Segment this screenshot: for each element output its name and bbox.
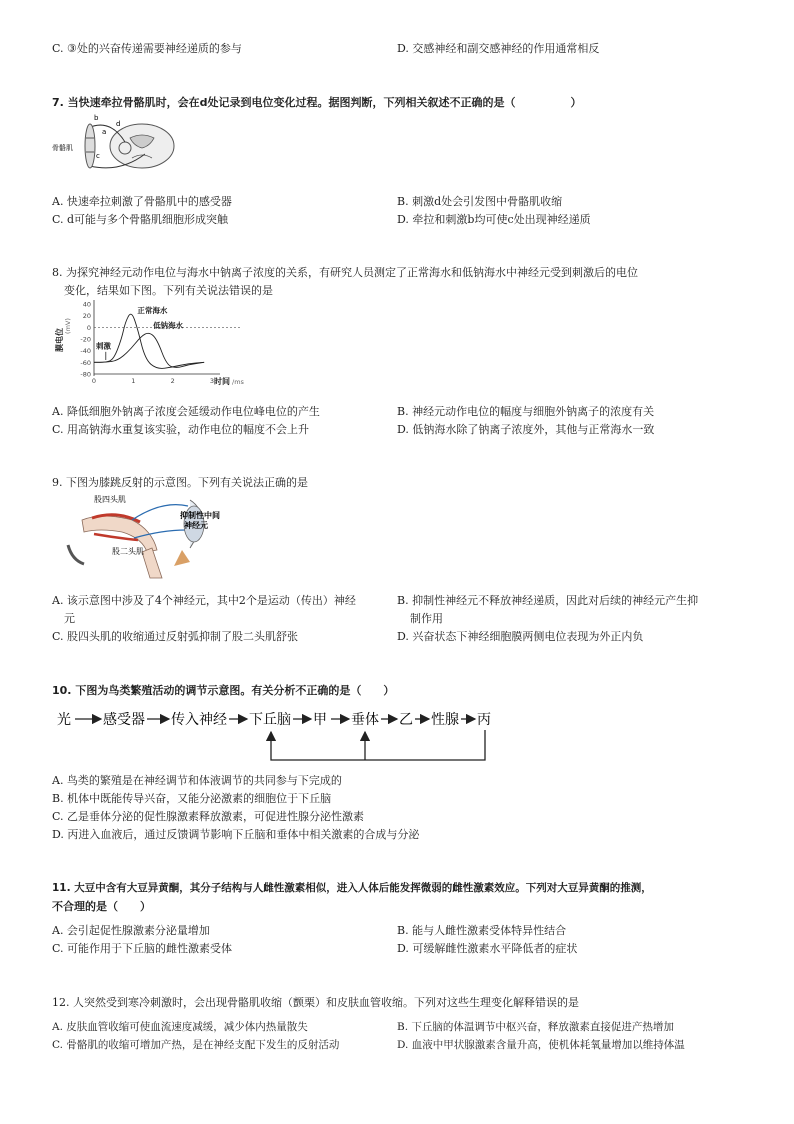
q9-option-d: D. 兴奋状态下神经细胞膜两侧电位表现为外正内负 (397, 630, 644, 643)
q9-option-c: C. 股四头肌的收缩通过反射弧抑制了股二头肌舒张 (52, 630, 299, 643)
y-tick-label: -20 (80, 335, 91, 344)
q8-option-b: B. 神经元动作电位的幅度与细胞外钠离子的浓度有关 (397, 405, 655, 418)
q7-option-a: A. 快速牵拉刺激了骨骼肌中的感受器 (52, 195, 232, 208)
q12-option-a: A. 皮肤血管收缩可使血流速度减缓，减少体内热量散失 (52, 1021, 308, 1033)
series-label: 低钠海水 (153, 321, 184, 330)
svg-text:丙: 丙 (477, 712, 491, 728)
inter-label-1: 抑制性中间 (180, 511, 220, 520)
svg-text:性腺: 性腺 (431, 712, 459, 728)
y-tick-label: -80 (80, 370, 91, 379)
x-tick-label: 3 (209, 377, 215, 385)
question-8-stem-line2: 变化，结果如下图。下列有关说法错误的是 (64, 284, 273, 297)
q11-option-a: A. 会引起促性腺激素分泌量增加 (52, 924, 210, 937)
q11-option-d: D. 可缓解雌性激素水平降低者的症状 (397, 942, 578, 955)
y-tick-label: -60 (80, 358, 91, 367)
y-axis-unit: (mV) (64, 318, 72, 334)
q8-option-d: D. 低钠海水除了钠离子浓度外，其他与正常海水一致 (397, 423, 655, 436)
question-11-stem-line1: 11. 大豆中含有大豆异黄酮，其分子结构与人雌性激素相似，进入人体后能发挥微弱的雌性激素效应。下列对大豆异黄酮的推测， (52, 882, 652, 894)
q9-option-a-line1: A. 该示意图中涉及了4个神经元，其中2个是运动（传出）神经 (52, 594, 356, 607)
quad-label: 股四头肌 (94, 495, 126, 504)
y-tick-label: -40 (80, 347, 91, 356)
question-7-stem: 7. 当快速牵拉骨骼肌时，会在d处记录到电位变化过程。据图判断，下列相关叙述不正确的是（ ） (52, 96, 582, 109)
stimulus-label: 刺激 (96, 341, 111, 351)
q12-option-d: D. 血液中甲状腺激素含量升高，使机体耗氧量增加以维持体温 (397, 1039, 685, 1051)
q8-option-a: A. 降低细胞外钠离子浓度会延缓动作电位峰电位的产生 (52, 405, 320, 418)
q10-option-c: C. 乙是垂体分泌的促性腺激素释放激素，可促进性腺分泌性激素 (52, 810, 365, 823)
biceps-label: 股二头肌 (112, 547, 144, 556)
x-tick-label: 1 (131, 377, 136, 385)
x-tick-label: 2 (170, 377, 175, 385)
svg-text:乙: 乙 (399, 712, 413, 728)
q10-option-d: D. 丙进入血液后，通过反馈调节影响下丘脑和垂体中相关激素的合成与分泌 (52, 828, 420, 841)
svg-text:传入神经: 传入神经 (171, 712, 227, 728)
y-axis-label: 膜电位 (55, 328, 64, 352)
q7-option-d: D. 牵拉和刺激b均可使c处出现神经递质 (397, 213, 591, 226)
q9-option-b-line2: 制作用 (410, 612, 443, 625)
series-label: 正常海水 (137, 306, 168, 315)
muscle-label: 骨骼肌 (52, 144, 73, 152)
spinal-cord-diagram (50, 108, 180, 183)
prev-option-c: C. ③处的兴奋传递需要神经递质的参与 (52, 42, 242, 55)
membrane-potential-chart (52, 296, 252, 388)
svg-text:垂体: 垂体 (351, 712, 379, 728)
q10-option-a: A. 鸟类的繁殖是在神经调节和体液调节的共同参与下完成的 (52, 774, 342, 787)
question-12-stem: 12. 人突然受到寒冷刺激时，会出现骨骼肌收缩（颤栗）和皮肤血管收缩。下列对这些生理变化解释错误的是 (52, 996, 579, 1009)
q9-option-a-line2: 元 (64, 612, 75, 625)
svg-text:b: b (94, 114, 99, 122)
x-tick-label: 0 (91, 377, 97, 385)
q9-option-b-line1: B. 抑制性神经元不释放神经递质，因此对后续的神经元产生抑 (397, 594, 699, 607)
svg-text:感受器: 感受器 (103, 712, 145, 728)
q11-option-c: C. 可能作用于下丘脑的雌性激素受体 (52, 942, 233, 955)
svg-text:c: c (96, 152, 100, 160)
knee-jerk-diagram (62, 490, 222, 580)
y-tick-label: 0 (86, 323, 91, 332)
q8-option-c: C. 用高钠海水重复该实验，动作电位的幅度不会上升 (52, 423, 310, 436)
svg-text:下丘脑: 下丘脑 (249, 712, 291, 728)
reproduction-flow-diagram (55, 704, 495, 766)
question-11-stem-line2: 不合理的是（ ） (52, 900, 151, 913)
svg-text:a: a (102, 128, 107, 136)
question-10-stem: 10. 下图为鸟类繁殖活动的调节示意图。有关分析不正确的是（ ） (52, 684, 395, 697)
prev-option-d: D. 交感神经和副交感神经的作用通常相反 (397, 42, 600, 55)
q7-option-b: B. 刺激d处会引发图中骨骼肌收缩 (397, 195, 563, 208)
question-8-stem-line1: 8. 为探究神经元动作电位与海水中钠离子浓度的关系，有研究人员测定了正常海水和低钠海水中神经元受到刺激后的电位 (52, 266, 638, 279)
q7-option-c: C. d可能与多个骨骼肌细胞形成突触 (52, 213, 229, 226)
inter-label-2: 神经元 (184, 521, 208, 530)
q11-option-b: B. 能与人雌性激素受体特异性结合 (397, 924, 567, 937)
q12-option-c: C. 骨骼肌的收缩可增加产热，是在神经支配下发生的反射活动 (52, 1039, 340, 1051)
svg-text:甲: 甲 (313, 712, 327, 728)
question-9-stem: 9. 下图为膝跳反射的示意图。下列有关说法正确的是 (52, 476, 308, 489)
svg-text:d: d (116, 120, 121, 128)
q10-option-b: B. 机体中既能传导兴奋，又能分泌激素的细胞位于下丘脑 (52, 792, 332, 805)
y-tick-label: 20 (82, 312, 91, 321)
y-tick-label: 40 (82, 300, 91, 309)
svg-text:光: 光 (57, 712, 71, 728)
x-axis-label: 时间 (214, 377, 230, 386)
q12-option-b: B. 下丘脑的体温调节中枢兴奋，释放激素直接促进产热增加 (397, 1021, 674, 1033)
x-axis-unit: /ms (232, 378, 244, 386)
